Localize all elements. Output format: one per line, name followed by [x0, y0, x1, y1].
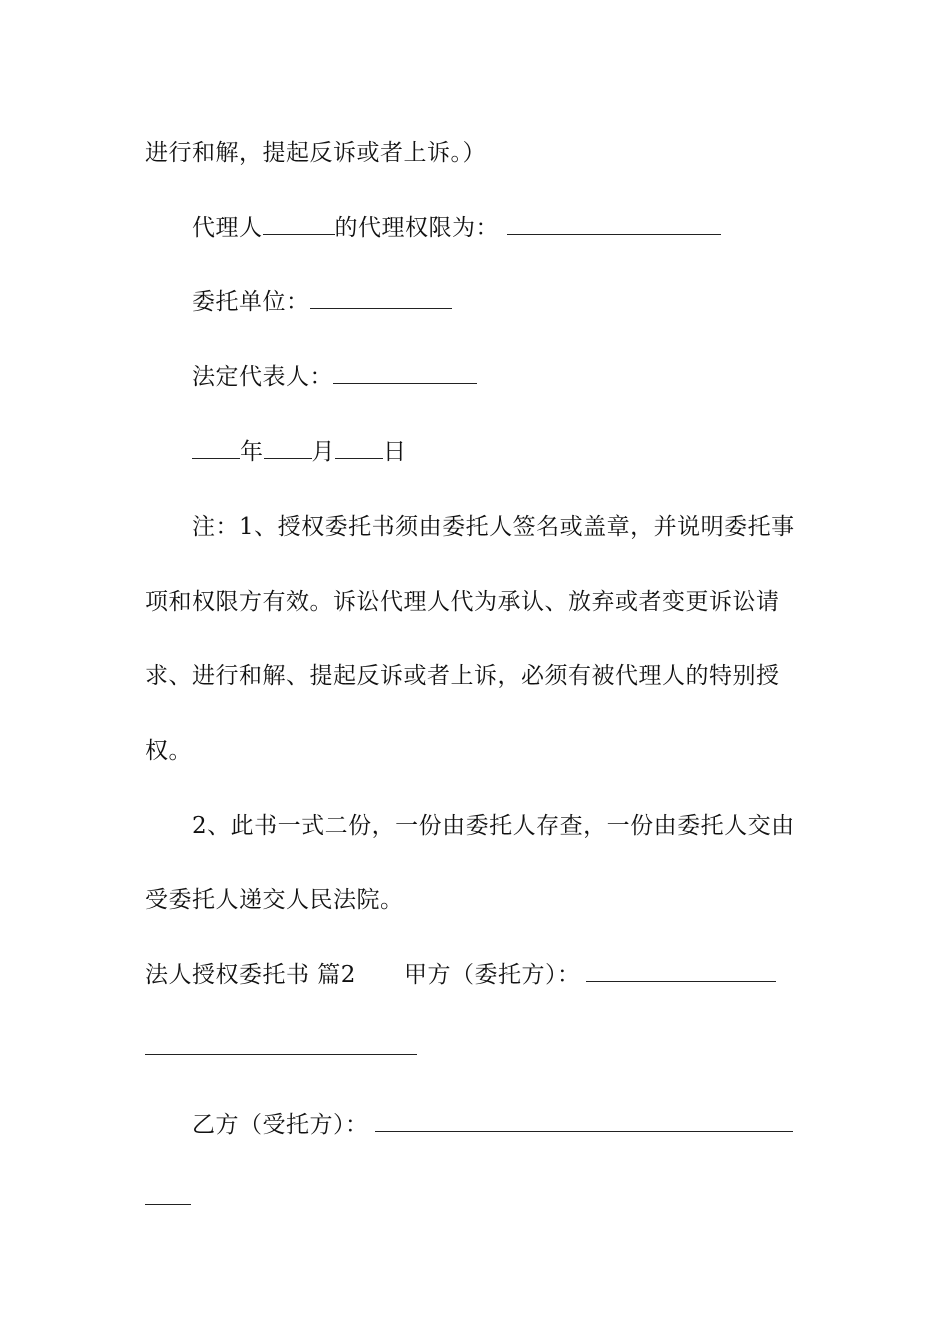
text-line: 2、此书一式二份，一份由委托人存查，一份由委托人交由	[192, 813, 795, 839]
text-line: 受委托人递交人民法院。	[145, 887, 404, 913]
date-year: 年	[240, 439, 264, 465]
entrusting-unit-line	[192, 286, 857, 317]
date-line	[192, 436, 857, 467]
party-a-label: 甲方（委托方）：	[403, 962, 581, 988]
legal-rep-line	[192, 361, 857, 392]
agent-name-blank[interactable]	[263, 212, 335, 235]
entrusting-unit-label: 委托单位：	[192, 289, 310, 315]
party-a-blank-continued[interactable]	[145, 1032, 417, 1055]
date-day: 日	[383, 439, 407, 465]
entrusting-unit-blank[interactable]	[310, 286, 452, 309]
party-a-blank-continued-line	[145, 1032, 810, 1063]
party-b-blank[interactable]	[375, 1109, 793, 1132]
agent-authority-line	[192, 212, 857, 243]
text-line: 进行和解，提起反诉或者上诉。）	[145, 140, 486, 166]
text-line: 注：1、授权委托书须由委托人签名或盖章，并说明委托事	[192, 514, 795, 540]
legal-rep-label: 法定代表人：	[192, 364, 333, 390]
legal-rep-blank[interactable]	[333, 361, 477, 384]
party-b-blank-continued-line	[145, 1182, 810, 1213]
text-line: 权。	[145, 738, 192, 764]
date-month: 月	[311, 439, 335, 465]
year-blank[interactable]	[192, 436, 240, 459]
party-b-line	[192, 1109, 857, 1140]
day-blank[interactable]	[335, 436, 383, 459]
month-blank[interactable]	[264, 436, 312, 459]
party-b-blank-continued[interactable]	[145, 1182, 191, 1205]
text-line: 项和权限方有效。诉讼代理人代为承认、放弃或者变更诉讼请	[145, 589, 780, 615]
agent-prefix: 代理人	[192, 215, 263, 241]
party-a-blank[interactable]	[586, 959, 776, 982]
party-a-line	[145, 959, 810, 990]
text-line: 求、进行和解、提起反诉或者上诉，必须有被代理人的特别授	[145, 663, 780, 689]
authority-blank[interactable]	[507, 212, 721, 235]
party-b-label: 乙方（受托方）：	[192, 1112, 369, 1138]
agent-suffix: 的代理权限为：	[334, 215, 499, 241]
section-title: 法人授权委托书 篇2	[145, 962, 356, 988]
